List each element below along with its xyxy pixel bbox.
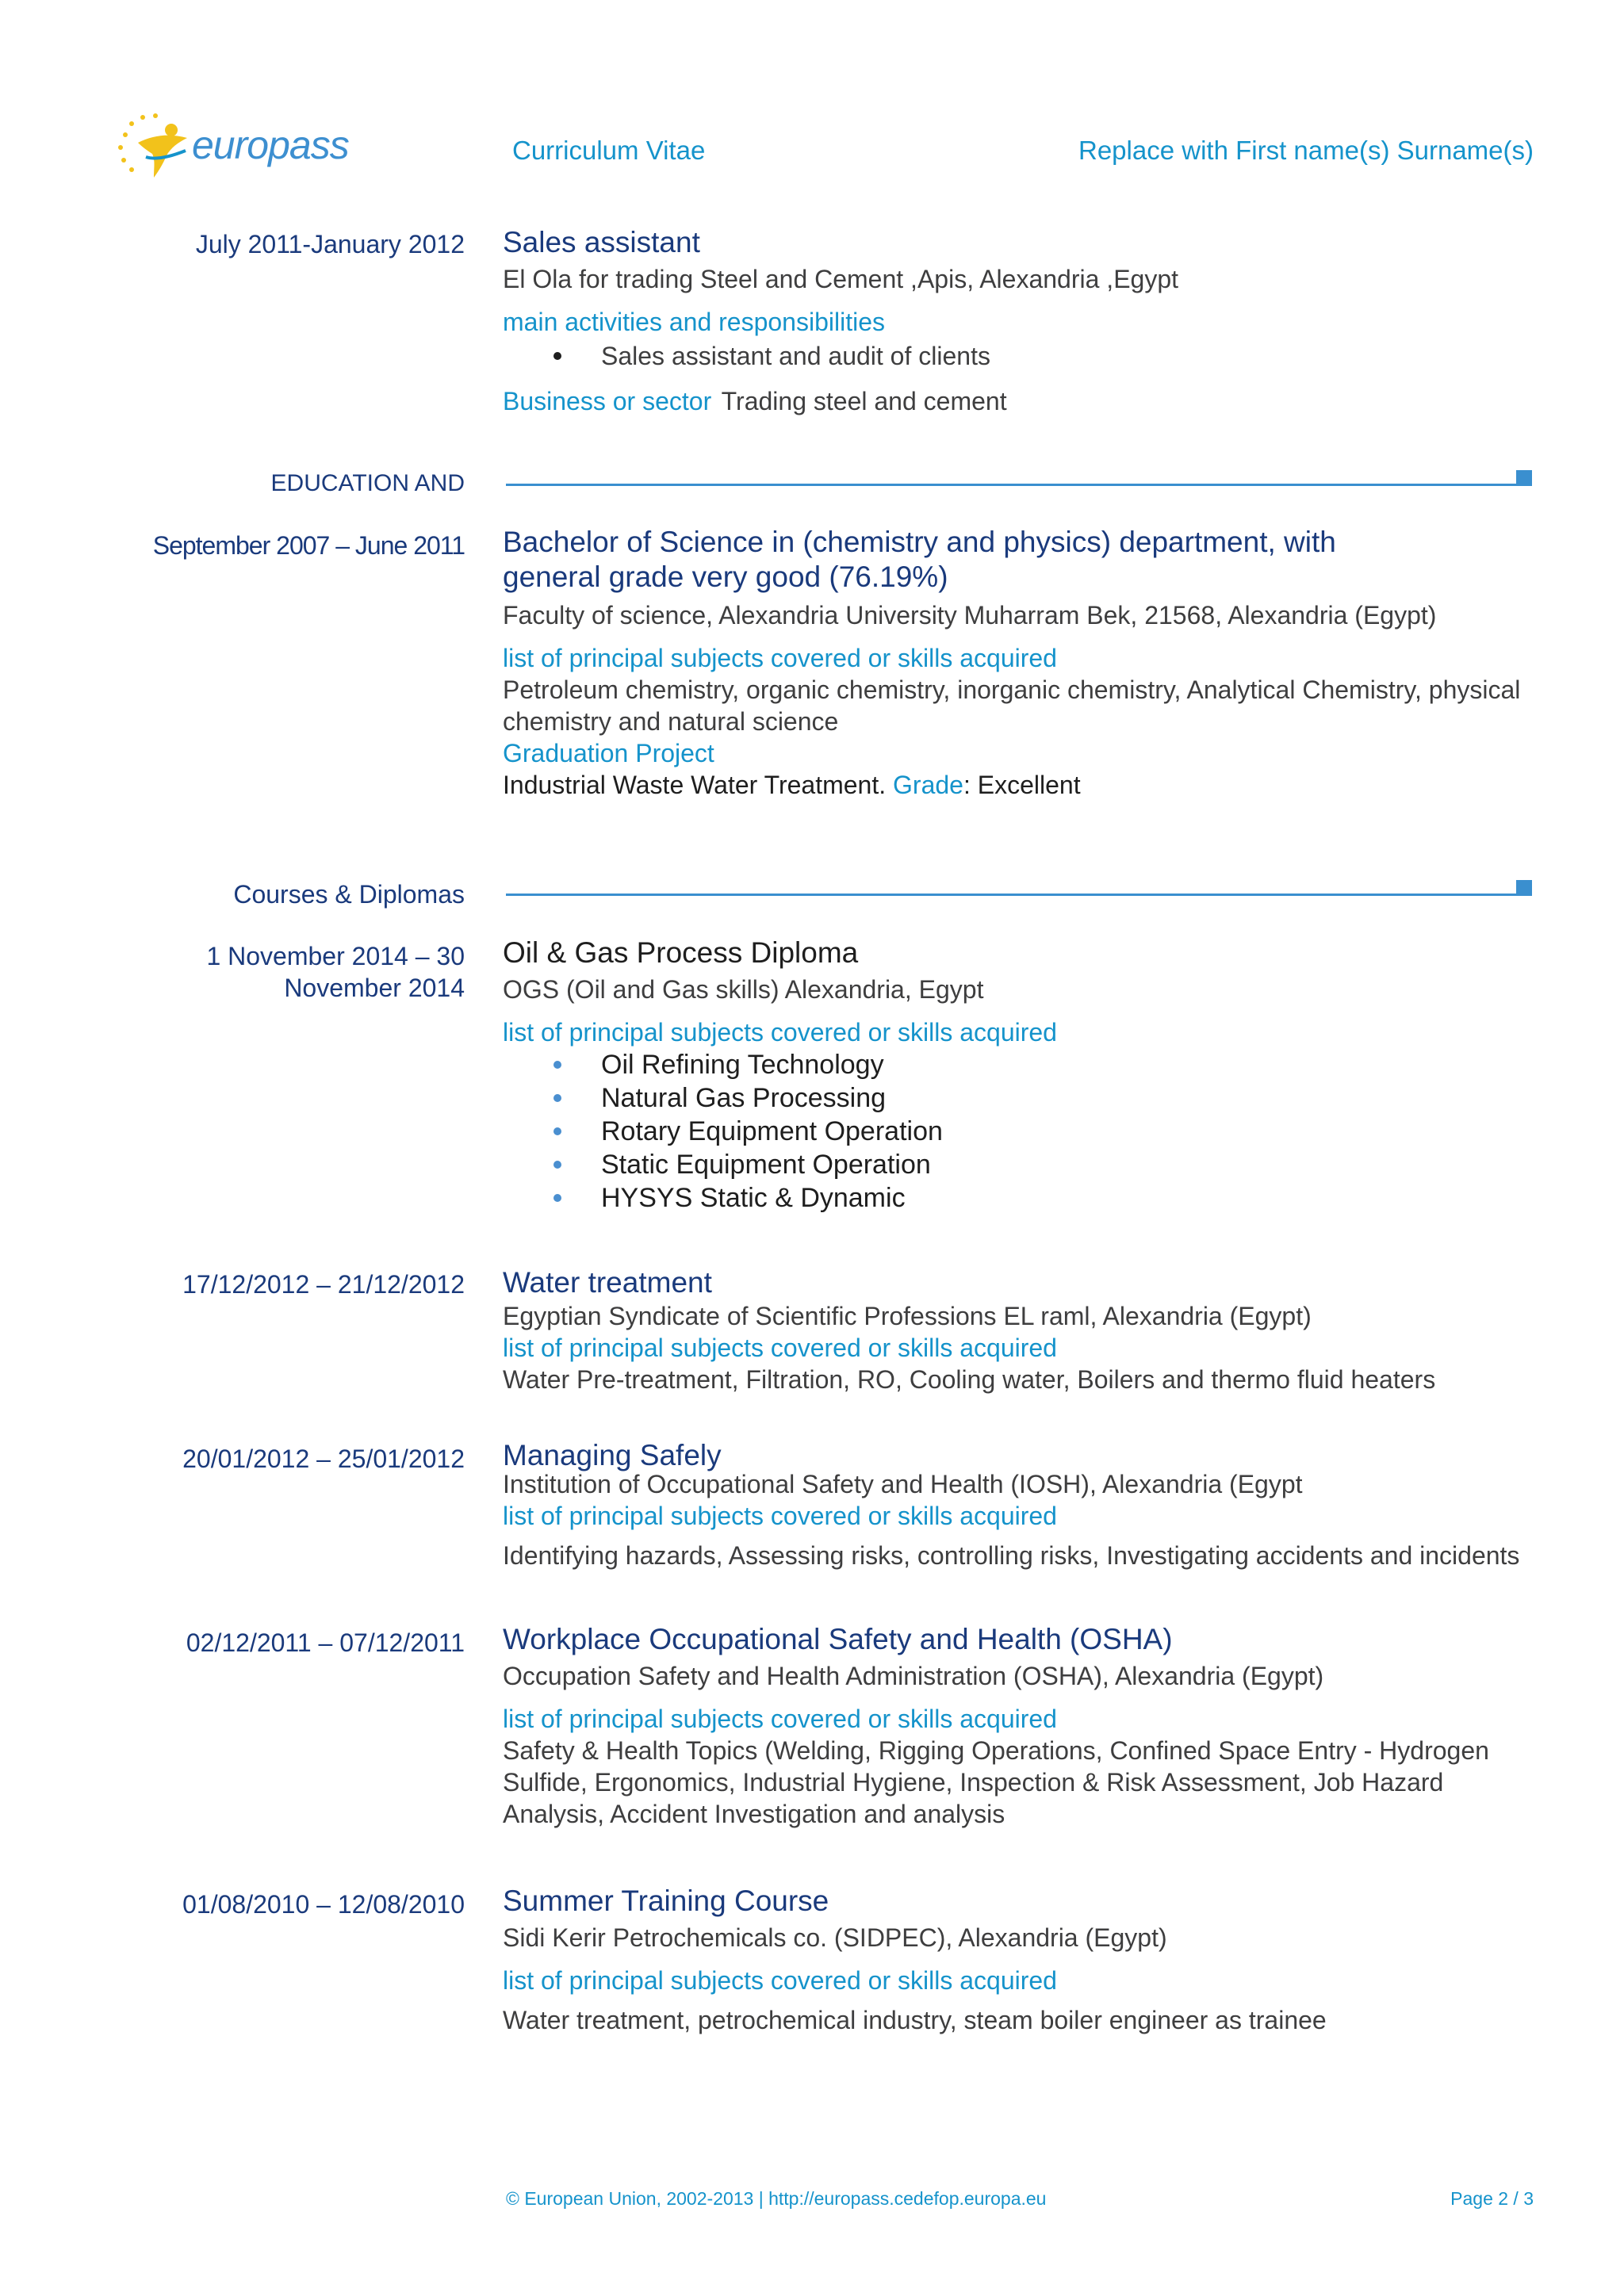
experience-employer: El Ola for trading Steel and Cement ,Apis, Alexandria ,Egypt [503, 265, 1179, 293]
list-item: Oil Refining Technology [503, 1048, 1534, 1081]
list-item: HYSYS Static & Dynamic [503, 1181, 1534, 1215]
course-title: Workplace Occupational Safety and Health (OSHA) [503, 1623, 1173, 1655]
page-number: Page 2 / 3 [1450, 2188, 1534, 2209]
education-section-heading: EDUCATION AND [270, 470, 465, 496]
grade-label: Grade [893, 771, 963, 799]
list-item: Natural Gas Processing [503, 1081, 1534, 1115]
section-divider [506, 894, 1521, 896]
course-entry [503, 1622, 1534, 1830]
course-dates: 1 November 2014 – 30 November 2014 [206, 942, 465, 1002]
course-dates: 01/08/2010 – 12/08/2010 [182, 1890, 465, 1919]
bullet-icon [553, 1194, 561, 1202]
course-subjects-label: list of principal subjects covered or skills acquired [503, 1966, 1057, 1995]
list-item: Rotary Equipment Operation [503, 1115, 1534, 1148]
course-entry [503, 1884, 1534, 2036]
education-title-line1: Bachelor of Science in (chemistry and physics) department, with [503, 526, 1336, 558]
course-subjects-label: list of principal subjects covered or skills acquired [503, 1018, 1057, 1047]
course-details: Water Pre-treatment, Filtration, RO, Cooling water, Boilers and thermo fluid heaters [503, 1365, 1436, 1394]
course-org: Egyptian Syndicate of Scientific Professions EL raml, Alexandria (Egypt) [503, 1302, 1312, 1330]
course-entry [503, 936, 1534, 1215]
course-title: Managing Safely [503, 1439, 722, 1471]
course-org: OGS (Oil and Gas skills) Alexandria, Egypt [503, 975, 984, 1004]
grade-value: : Excellent [963, 771, 1081, 799]
course-details: Safety & Health Topics (Welding, Rigging Operations, Confined Space Entry - Hydrogen Sulfide, Ergonomics, Industrial Hygiene, Inspection & Risk Assessment, Job Hazard Analysis, Accident Investigation and analysis [503, 1736, 1489, 1828]
europass-logo-text: europass [192, 123, 349, 167]
education-institution: Faculty of science, Alexandria University Muharram Bek, 21568, Alexandria (Egypt) [503, 601, 1437, 629]
bullet-icon [553, 1061, 561, 1069]
graduation-project-row [503, 769, 1534, 801]
footer-copyright: © European Union, 2002-2013 | http://europass.cedefop.europa.eu [506, 2188, 1047, 2209]
course-dates: 17/12/2012 – 21/12/2012 [182, 1270, 465, 1299]
education-subjects: Petroleum chemistry, organic chemistry, inorganic chemistry, Analytical Chemistry, physical chemistry and natural science [503, 675, 1521, 736]
document-title: Curriculum Vitae [512, 136, 706, 165]
experience-entry [503, 225, 1534, 417]
course-title: Summer Training Course [503, 1885, 829, 1917]
europass-star-figure-icon [114, 111, 201, 182]
sector-value: Trading steel and cement [721, 387, 1007, 415]
education-dates: September 2007 – June 2011 [152, 531, 465, 560]
bullet-icon [553, 1127, 561, 1135]
course-subjects-label: list of principal subjects covered or skills acquired [503, 1705, 1057, 1733]
course-details: Identifying hazards, Assessing risks, controlling risks, Investigating accidents and incidents [503, 1541, 1520, 1570]
experience-position: Sales assistant [503, 226, 700, 258]
course-subjects-label: list of principal subjects covered or skills acquired [503, 1334, 1057, 1362]
experience-dates: July 2011-January 2012 [195, 230, 465, 258]
education-subjects-label: list of principal subjects covered or skills acquired [503, 644, 1057, 672]
course-title: Water treatment [503, 1266, 712, 1299]
bullet-icon [553, 1094, 561, 1102]
course-bullet-list [503, 1048, 1534, 1215]
list-item: Static Equipment Operation [503, 1148, 1534, 1181]
education-title-line2: general grade very good (76.19%) [503, 561, 948, 593]
section-square-icon [1516, 880, 1532, 896]
sector-label: Business or sector [503, 387, 712, 415]
graduation-project-value: Industrial Waste Water Treatment. [503, 771, 887, 799]
course-title: Oil & Gas Process Diploma [503, 936, 859, 969]
section-square-icon [1516, 470, 1532, 486]
activities-list [503, 339, 1534, 373]
activities-label: main activities and responsibilities [503, 308, 885, 336]
course-org: Occupation Safety and Health Administration (OSHA), Alexandria (Egypt) [503, 1662, 1324, 1690]
course-entry [503, 1265, 1534, 1395]
bullet-icon [553, 352, 561, 360]
course-org: Sidi Kerir Petrochemicals co. (SIDPEC), Alexandria (Egypt) [503, 1923, 1167, 1952]
sector-row [503, 385, 1534, 417]
name-placeholder: Replace with First name(s) Surname(s) [1078, 136, 1534, 165]
section-divider [506, 484, 1521, 486]
list-item: Sales assistant and audit of clients [503, 339, 1534, 373]
course-org: Institution of Occupational Safety and Health (IOSH), Alexandria (Egypt [503, 1470, 1303, 1498]
courses-section-heading: Courses & Diplomas [233, 880, 465, 909]
course-entry [503, 1438, 1534, 1571]
course-dates: 02/12/2011 – 07/12/2011 [186, 1628, 465, 1657]
education-entry [503, 525, 1534, 801]
course-details: Water treatment, petrochemical industry, steam boiler engineer as trainee [503, 2006, 1327, 2034]
bullet-icon [553, 1161, 561, 1169]
course-dates: 20/01/2012 – 25/01/2012 [182, 1445, 465, 1473]
course-subjects-label: list of principal subjects covered or skills acquired [503, 1502, 1057, 1530]
graduation-project-label: Graduation Project [503, 739, 714, 767]
europass-logo [114, 111, 349, 182]
